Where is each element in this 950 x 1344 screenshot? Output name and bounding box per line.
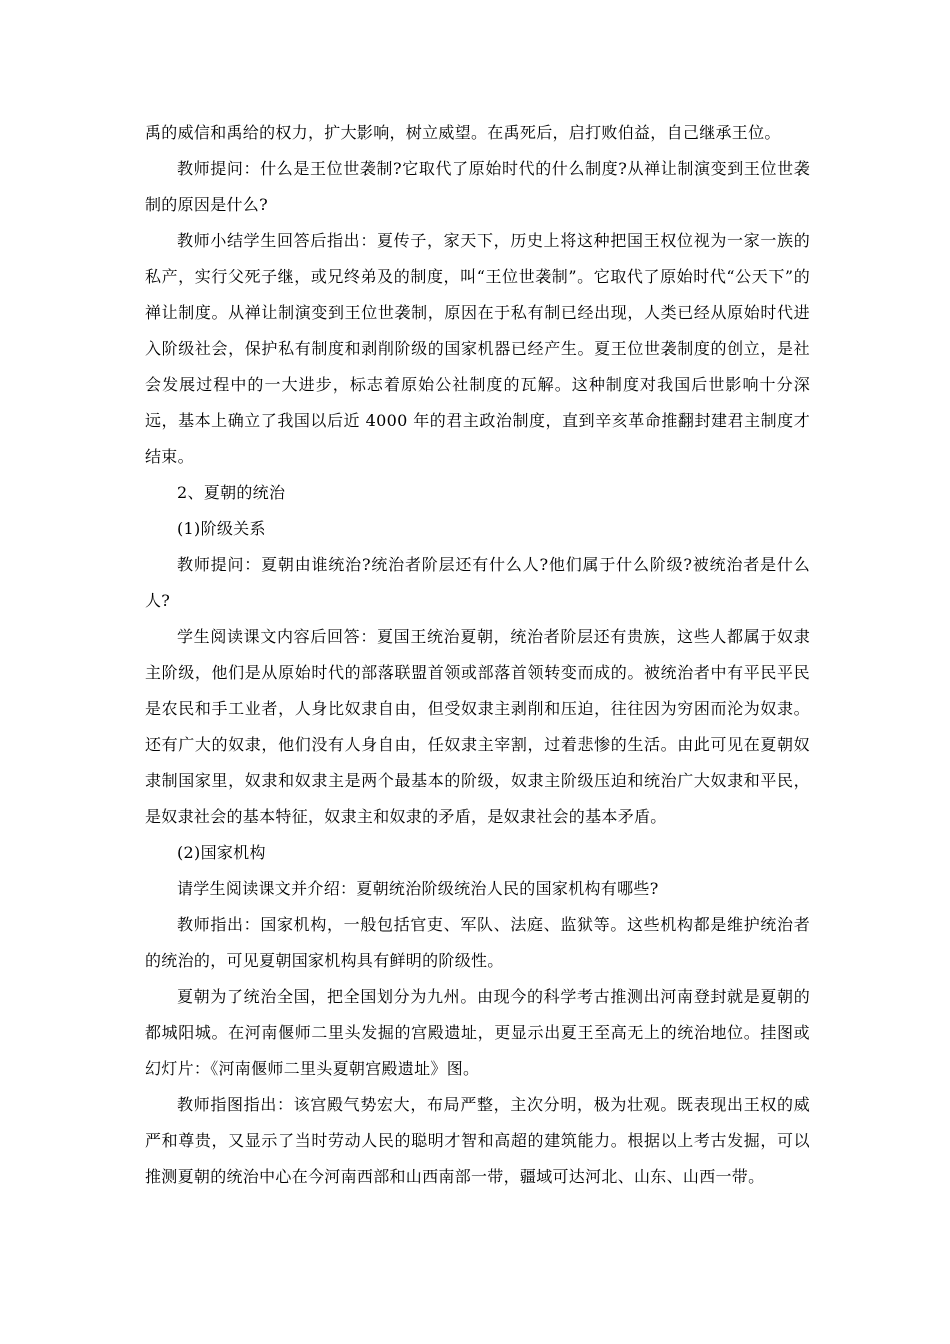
paragraph-teacher-question-1: 教师提问：什么是王位世袭制?它取代了原始时代的什么制度?从禅让制演变到王位世袭制的原因是什么? [145, 159, 810, 214]
subsection-heading-class-relations: (1)阶级关系 [177, 519, 266, 538]
paragraph-teacher-point-institutions: 教师指出：国家机构，一般包括官吏、军队、法庭、监狱等。这些机构都是维护统治者的统治的，可见夏朝国家机构具有鲜明的阶级性。 [145, 915, 810, 970]
paragraph-palace-analysis: 教师指图指出：该宫殿气势宏大，布局严整，主次分明，极为壮观。既表现出王权的威严和尊贵，又显示了当时劳动人民的聪明才智和高超的建筑能力。根据以上考古发掘，可以推测夏朝的统治中心在今河南西部和山西南部一带，疆域可达河北、山东、山西一带。 [145, 1095, 810, 1186]
paragraph-teacher-summary: 教师小结学生回答后指出：夏传子，家天下，历史上将这种把国王权位视为一家一族的私产，实行父死子继，或兄终弟及的制度，叫“王位世袭制”。它取代了原始时代“公天下”的禅让制度。从禅让制演变到王位世袭制，原因在于私有制已经出现，人类已经从原始时代进入阶级社会，保护私有制度和剥削阶级的国家机器已经产生。夏王位世袭制度的创立，是社会发展过程中的一大进步，标志着原始公社制度的瓦解。这种制度对我国后世影响十分深远，基本上确立了我国以后近 4000 年的君主政治制度，直到辛亥革命推翻封建君主制度才结束。 [145, 231, 810, 466]
document-body [145, 115, 810, 1195]
paragraph-student-answer: 学生阅读课文内容后回答：夏国王统治夏朝，统治者阶层还有贵族，这些人都属于奴隶主阶级，他们是从原始时代的部落联盟首领或部落首领转变而成的。被统治者中有平民平民是农民和手工业者，人身比奴隶自由，但受奴隶主剥削和压迫，往往因为穷困而沦为奴隶。还有广大的奴隶，他们没有人身自由，任奴隶主宰割，过着悲惨的生活。由此可见在夏朝奴隶制国家里，奴隶和奴隶主是两个最基本的阶级，奴隶主阶级压迫和统治广大奴隶和平民，是奴隶社会的基本特征，奴隶主和奴隶的矛盾，是奴隶社会的基本矛盾。 [145, 627, 810, 826]
paragraph-continuation: 禹的威信和禹给的权力，扩大影响，树立威望。在禹死后，启打败伯益，自己继承王位。 [145, 123, 781, 142]
paragraph-student-reading-prompt: 请学生阅读课文并介绍：夏朝统治阶级统治人民的国家机构有哪些? [177, 879, 659, 898]
paragraph-nine-provinces: 夏朝为了统治全国，把全国划分为九州。由现今的科学考古推测出河南登封就是夏朝的都城阳城。在河南偃师二里头发掘的宫殿遗址，更显示出夏王至高无上的统治地位。挂图或幻灯片：《河南偃师二里头夏朝宫殿遗址》图。 [145, 987, 810, 1078]
section-heading-xia-rule: 2、夏朝的统治 [177, 483, 286, 502]
subsection-heading-state-institutions: (2)国家机构 [177, 843, 266, 862]
paragraph-teacher-question-2: 教师提问：夏朝由谁统治?统治者阶层还有什么人?他们属于什么阶级?被统治者是什么人? [145, 555, 810, 610]
